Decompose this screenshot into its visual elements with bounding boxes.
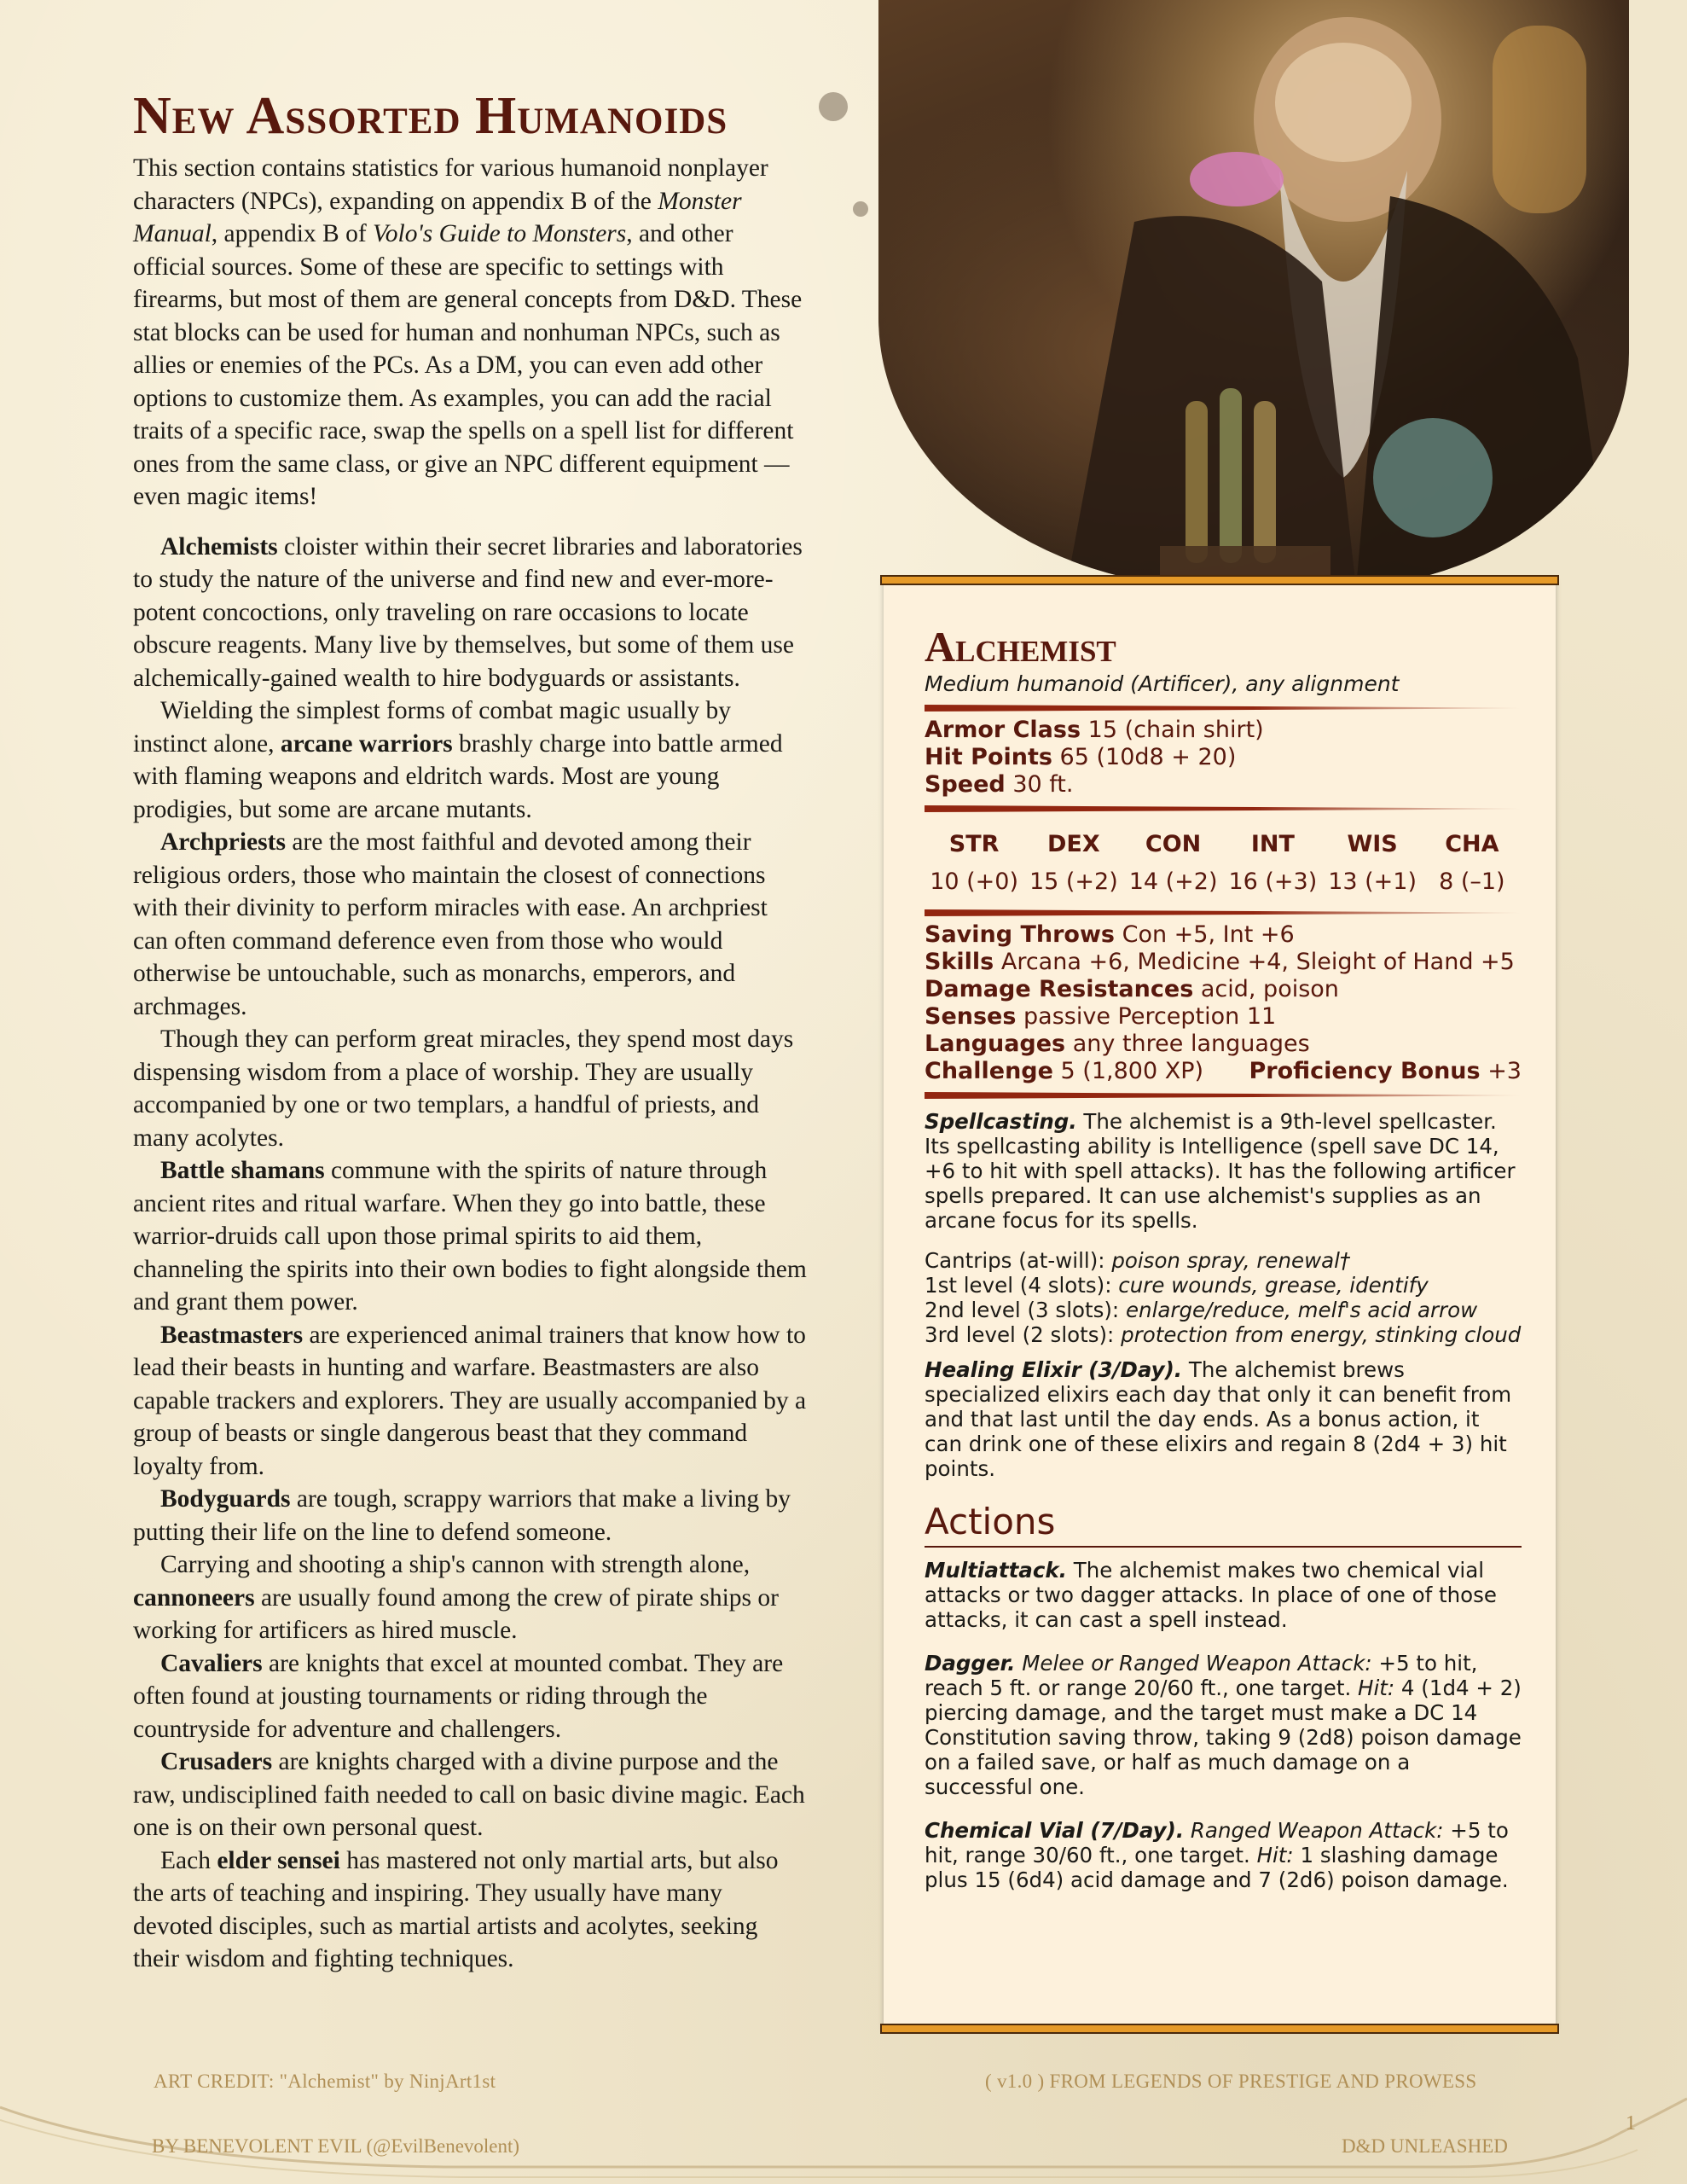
spell-row: 1st level (4 slots): cure wounds, grease, identify	[925, 1273, 1429, 1298]
series-name: D&D UNLEASHED	[1342, 2135, 1508, 2157]
proficiency-bonus: Proficiency Bonus +3	[1249, 1058, 1522, 1084]
ability-int: INT 16 (+3)	[1228, 831, 1318, 895]
paragraph: Beastmasters are experienced animal trainers that know how to lead their beasts in hunting and warfare. Beastmasters are also capable trackers and explorers. They are usually accompanied by a group of beasts or single dangerous beast that they command loyalty from.	[133, 1321, 807, 1480]
divider	[925, 705, 1522, 712]
hit-points: Hit Points 65 (10d8 + 20)	[925, 744, 1237, 770]
challenge: Challenge 5 (1,800 XP)	[925, 1058, 1204, 1084]
paragraph: Crusaders are knights charged with a divine purpose and the raw, undisciplined faith needed to call on basic divine magic. Each one is on their own personal quest.	[133, 1748, 805, 1841]
saving-throws: Saving Throws Con +5, Int +6	[925, 921, 1295, 948]
action-multiattack: Multiattack. The alchemist makes two chemical vial attacks or two dagger attacks. In place of one of those attacks, it can cast a spell instead.	[925, 1558, 1497, 1632]
paragraph: Bodyguards are tough, scrappy warriors that make a living by putting their life on the line to defend someone.	[133, 1485, 791, 1546]
page-number: 1	[1626, 2112, 1636, 2135]
armor-class: Armor Class 15 (chain shirt)	[925, 717, 1264, 743]
paragraph: Each elder sensei has mastered not only martial arts, but also the arts of teaching and inspiring. They usually have many devoted disciples, such as martial artists and acolytes, seeking their wisdom and fighting techniques.	[133, 1846, 779, 1972]
spell-row: 3rd level (2 slots): protection from energy, stinking cloud	[925, 1322, 1522, 1347]
main-text-column	[133, 85, 807, 1976]
divider	[925, 805, 1522, 812]
spell-row: Cantrips (at-will): poison spray, renewal†	[925, 1248, 1351, 1273]
action-dagger: Dagger. Melee or Ranged Weapon Attack: +5 to hit, reach 5 ft. or range 20/60 ft., one target. Hit: 4 (1d4 + 2) piercing damage, and the target must make a DC 14 Constitution saving throw, taking 9 (2d8) poison damage on a failed save, or half as much damage on a successful one.	[925, 1651, 1522, 1799]
spell-row: 2nd level (3 slots): enlarge/reduce, melf's acid arrow	[925, 1298, 1478, 1322]
stat-block-top-bar	[880, 575, 1559, 585]
page-title: New Assorted Humanoids	[133, 87, 728, 145]
paragraph: Archpriests are the most faithful and devoted among their religious orders, those who maintain the closest of connections with their divinity to perform miracles with ease. An archpriest can often command deference even from those who would otherwise be untouchable, such as monarchs, emperors, and archmages.	[133, 828, 768, 1020]
intro-paragraph: This section contains statistics for various humanoid nonplayer characters (NPCs), expanding on appendix B of the Monster Manual, appendix B of Volo's Guide to Monsters, and other official sources. Some of these are specific to settings with firearms, but most of them are general concepts from D&D. These stat blocks can be used for human and nonhuman NPCs, such as allies or enemies of the PCs. As a DM, you can even add other options to customize them. As examples, you can add the racial traits of a specific race, swap the spells on a spell list for different ones from the same class, or give an NPC different equipment — even magic items!	[133, 154, 803, 510]
art-credit: ART CREDIT: "Alchemist" by NinjArt1st	[154, 2071, 496, 2092]
paragraph: Though they can perform great miracles, they spend most days dispensing wisdom from a place of worship. They are usually accompanied by one or two templars, a handful of priests, and many acolytes.	[133, 1025, 794, 1152]
skills: Skills Arcana +6, Medicine +4, Sleight of Hand +5	[925, 949, 1515, 975]
paragraph: Alchemists cloister within their secret libraries and laboratories to study the nature of the universe and find new and ever-more-potent concoctions, only traveling on rare occasions to locate obscure reagents. Many live by themselves, but some of them use alchemically-gained wealth to hire bodyguards or assistants.	[133, 532, 803, 692]
languages: Languages any three languages	[925, 1031, 1310, 1057]
ability-wis: WIS 13 (+1)	[1328, 831, 1417, 895]
basic-stats	[925, 717, 1522, 799]
illustration-shapes	[878, 0, 1629, 589]
alchemist-illustration	[878, 0, 1629, 589]
secondary-stats	[925, 921, 1522, 1085]
body-text	[133, 152, 807, 1976]
speed: Speed 30 ft.	[925, 771, 1074, 798]
stat-block-bottom-bar	[880, 2024, 1559, 2034]
senses: Senses passive Perception 11	[925, 1003, 1277, 1030]
footer-ornament	[0, 2082, 1687, 2184]
paragraph: Carrying and shooting a ship's cannon with strength alone, cannoneers are usually found among the crew of pirate ships or working for artificers as hired muscle.	[133, 1551, 779, 1644]
version-source: ( v1.0 ) FROM LEGENDS OF PRESTIGE AND PROWESS	[985, 2071, 1477, 2092]
alchemist-stat-block	[884, 580, 1556, 2029]
damage-resistances: Damage Resistances acid, poison	[925, 976, 1339, 1002]
challenge-row	[925, 1058, 1522, 1085]
creature-type: Medium humanoid (Artificer), any alignment	[925, 671, 1400, 696]
ability-scores	[925, 826, 1522, 901]
trait-spellcasting: Spellcasting. The alchemist is a 9th-level spellcaster. Its spellcasting ability is Intelligence (spell save DC 14, +6 to hit with spell attacks). It has the following artificer spells prepared. It can use alchemist's supplies as an arcane focus for its spells.	[925, 1109, 1516, 1233]
divider	[925, 909, 1522, 916]
stat-block-content	[925, 623, 1522, 1892]
ink-splash	[853, 201, 868, 217]
action-chemical-vial: Chemical Vial (7/Day). Ranged Weapon Attack: +5 to hit, range 30/60 ft., one target. Hit: 1 slashing damage plus 15 (6d4) acid damage and 7 (2d6) poison damage.	[925, 1818, 1509, 1892]
creature-name: Alchemist	[925, 623, 1116, 671]
ability-con: CON 14 (+2)	[1128, 831, 1218, 895]
ability-cha: CHA 8 (–1)	[1439, 831, 1505, 895]
paragraph: Battle shamans commune with the spirits of nature through ancient rites and ritual warfare. When they go into battle, these warrior-druids call upon those primal spirits to aid them, channeling the spirits into their own bodies to fight alongside them and grant them power.	[133, 1157, 807, 1316]
paragraph: Cavaliers are knights that excel at mounted combat. They are often found at jousting tournaments or riding through the countryside for adventure and challengers.	[133, 1649, 784, 1743]
paragraph: Wielding the simplest forms of combat magic usually by instinct alone, arcane warriors brashly charge into battle armed with flaming weapons and eldritch wards. Most are young prodigies, but some are arcane mutants.	[133, 697, 783, 823]
ink-splash	[819, 92, 848, 121]
ability-dex: DEX 15 (+2)	[1029, 831, 1118, 895]
divider	[925, 1092, 1522, 1099]
spell-list	[925, 1248, 1522, 1347]
trait-healing-elixir: Healing Elixir (3/Day). The alchemist brews specialized elixirs each day that only it can benefit from and that last until the day ends. As a bonus action, it can drink one of these elixirs and regain 8 (2d4 + 3) hit points.	[925, 1357, 1512, 1481]
ability-str: STR 10 (+0)	[930, 831, 1018, 895]
actions-heading: Actions	[925, 1500, 1522, 1548]
author-credit: BY BENEVOLENT EVIL (@EvilBenevolent)	[152, 2135, 520, 2157]
